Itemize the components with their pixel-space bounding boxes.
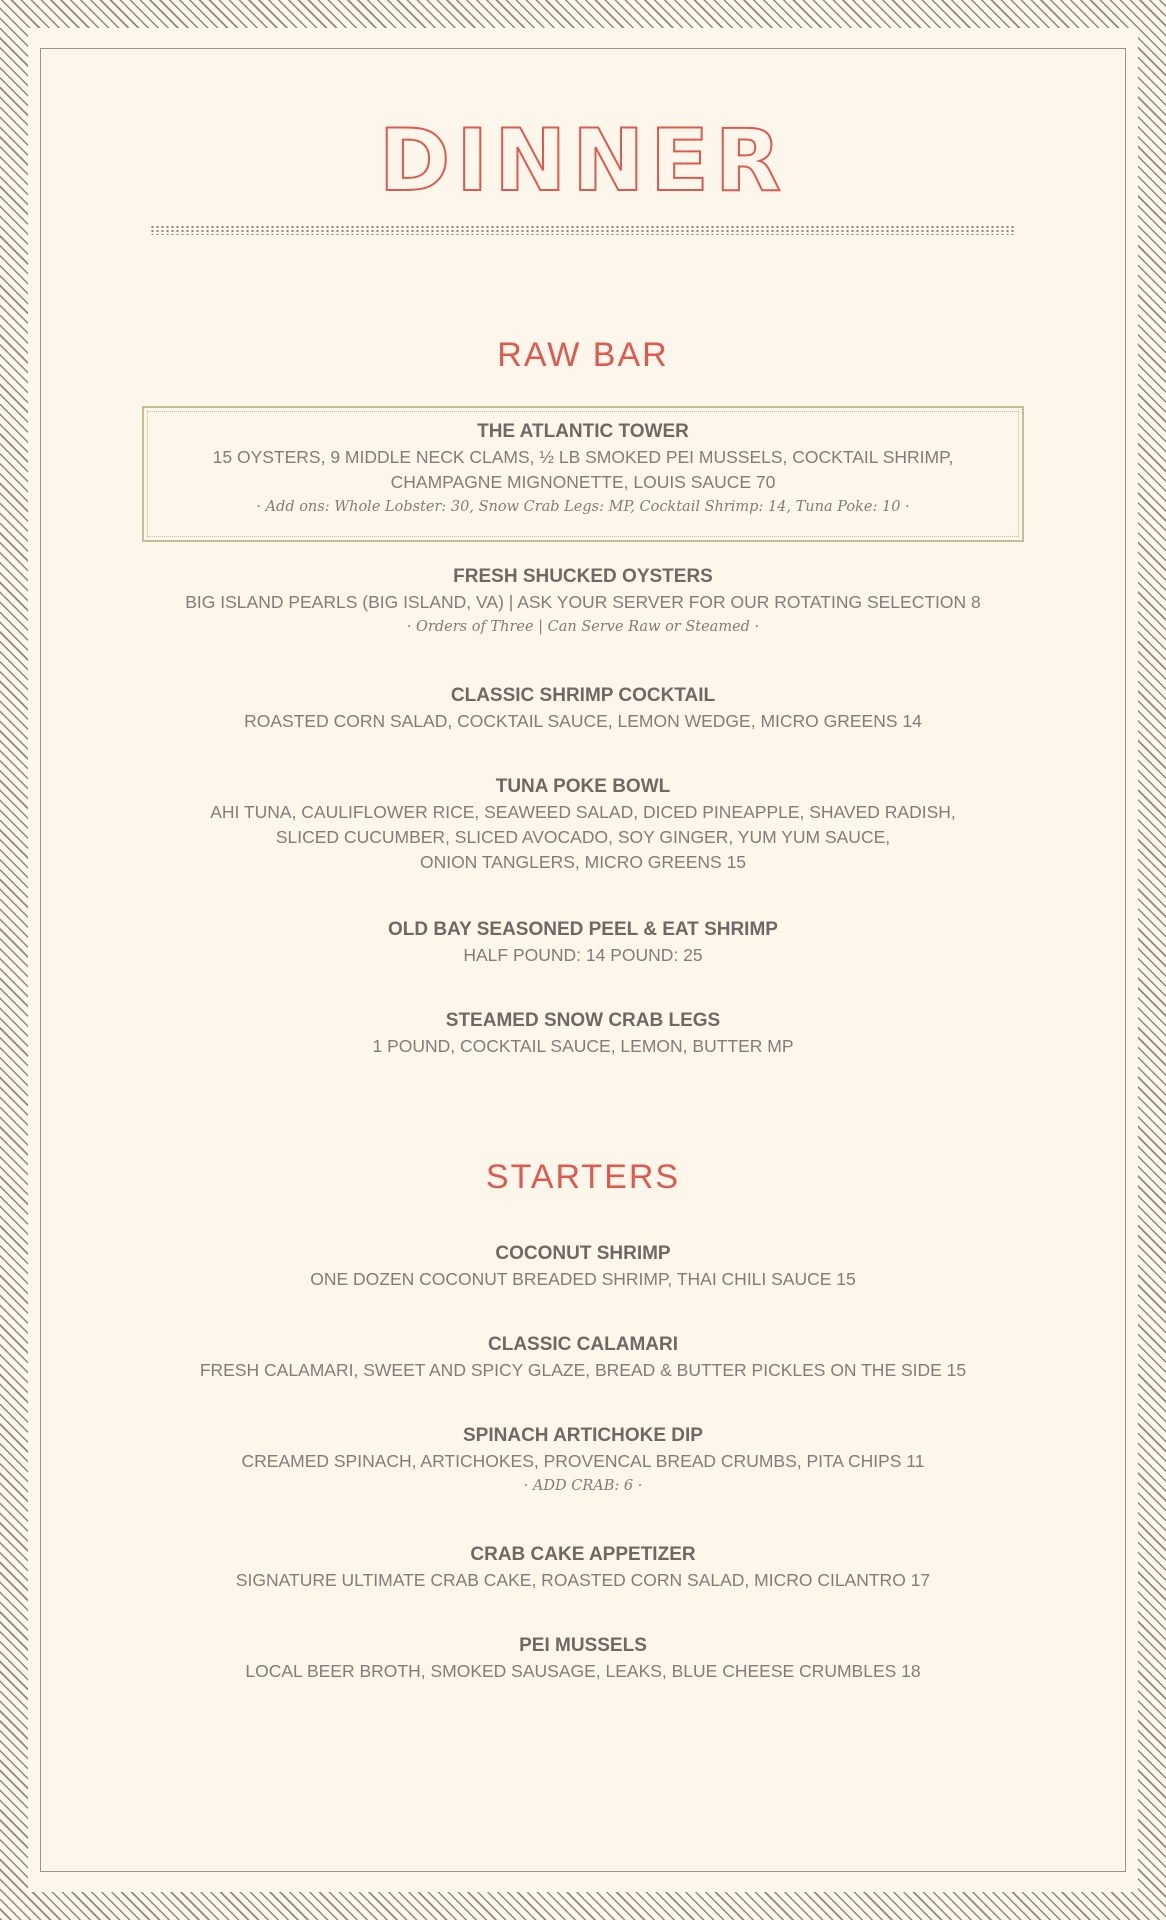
section-title-raw-bar: RAW BAR: [497, 336, 669, 374]
item-name: PEI MUSSELS: [519, 1635, 647, 1656]
item-name: CLASSIC CALAMARI: [488, 1334, 678, 1355]
item-desc-line: CREAMED SPINACH, ARTICHOKES, PROVENCAL BREAD CRUMBS, PITA CHIPS 11: [241, 1451, 925, 1471]
item-note: · Orders of Three | Can Serve Raw or Steamed ·: [406, 619, 760, 635]
menu-item-old-bay-shrimp: [0, 917, 1166, 968]
item-desc-line: 1 POUND, COCKTAIL SAUCE, LEMON, BUTTER MP: [372, 1036, 794, 1056]
menu-title-wrap: [0, 111, 1166, 211]
menu-item-classic-calamari: [0, 1332, 1166, 1383]
item-desc-line: SIGNATURE ULTIMATE CRAB CAKE, ROASTED CORN SALAD, MICRO CILANTRO 17: [235, 1570, 931, 1590]
menu-title: DINNER: [378, 111, 788, 211]
item-name: CRAB CAKE APPETIZER: [470, 1544, 696, 1565]
item-desc-line: ONION TANGLERS, MICRO GREENS 15: [419, 852, 747, 872]
item-name: OLD BAY SEASONED PEEL & EAT SHRIMP: [388, 919, 778, 940]
item-name: FRESH SHUCKED OYSTERS: [453, 566, 713, 587]
item-desc-line: CHAMPAGNE MIGNONETTE, LOUIS SAUCE 70: [390, 472, 776, 492]
menu-item-pei-mussels: [0, 1633, 1166, 1684]
item-name: THE ATLANTIC TOWER: [477, 421, 689, 442]
section-title-starters: STARTERS: [485, 1158, 681, 1196]
item-name: SPINACH ARTICHOKE DIP: [463, 1425, 703, 1446]
menu-item-tuna-poke-bowl: [0, 774, 1166, 875]
item-desc-line: ROASTED CORN SALAD, COCKTAIL SAUCE, LEMON WEDGE, MICRO GREENS 14: [244, 711, 922, 731]
item-name: TUNA POKE BOWL: [495, 776, 671, 797]
item-desc-line: LOCAL BEER BROTH, SMOKED SAUSAGE, LEAKS, BLUE CHEESE CRUMBLES 18: [245, 1661, 921, 1681]
item-desc-line: 15 OYSTERS, 9 MIDDLE NECK CLAMS, ½ LB SMOKED PEI MUSSELS, COCKTAIL SHRIMP,: [212, 447, 954, 467]
dotted-divider: [150, 225, 1016, 235]
menu-item-classic-shrimp-cocktail: [0, 683, 1166, 734]
menu-item-steamed-snow-crab-legs: [0, 1008, 1166, 1059]
menu-item-fresh-shucked-oysters: [0, 564, 1166, 639]
item-desc-line: FRESH CALAMARI, SWEET AND SPICY GLAZE, BREAD & BUTTER PICKLES ON THE SIDE 15: [199, 1360, 967, 1380]
item-note: · ADD CRAB: 6 ·: [523, 1478, 643, 1494]
item-name: COCONUT SHRIMP: [495, 1243, 671, 1264]
item-name: CLASSIC SHRIMP COCKTAIL: [450, 685, 716, 706]
item-desc-line: BIG ISLAND PEARLS (BIG ISLAND, VA) | ASK YOUR SERVER FOR OUR ROTATING SELECTION 8: [185, 592, 981, 612]
item-note: · Add ons: Whole Lobster: 30, Snow Crab Legs: MP, Cocktail Shrimp: 14, Tuna Poke: 10 ·: [256, 499, 910, 515]
item-desc-line: ONE DOZEN COCONUT BREADED SHRIMP, THAI CHILI SAUCE 15: [310, 1269, 856, 1289]
menu-item-coconut-shrimp: [0, 1241, 1166, 1292]
item-desc-line: HALF POUND: 14 POUND: 25: [463, 945, 703, 965]
menu-item-atlantic-tower: [0, 419, 1166, 519]
item-name: STEAMED SNOW CRAB LEGS: [445, 1010, 721, 1031]
menu-item-crab-cake-appetizer: [0, 1542, 1166, 1593]
item-desc-line: AHI TUNA, CAULIFLOWER RICE, SEAWEED SALAD, DICED PINEAPPLE, SHAVED RADISH,: [210, 802, 956, 822]
item-desc-line: SLICED CUCUMBER, SLICED AVOCADO, SOY GINGER, YUM YUM SAUCE,: [275, 827, 891, 847]
menu-item-spinach-artichoke-dip: [0, 1423, 1166, 1498]
